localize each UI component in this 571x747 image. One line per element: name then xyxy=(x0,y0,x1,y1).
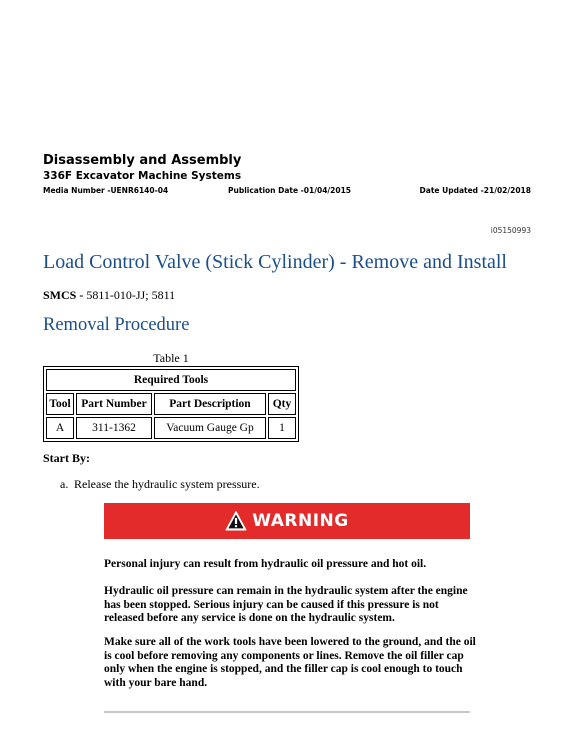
warning-paragraph: Make sure all of the work tools have been lowered to the ground, and the oil is cool before removing any components or lines. Remove the oil filler cap only when the engine is stopped, and the filler cap is cool enough to touch with your bare hand. xyxy=(104,636,476,689)
list-item xyxy=(60,477,260,492)
step-text: Release the hydraulic system pressure. xyxy=(74,477,260,491)
column-header: Part Number xyxy=(76,393,152,415)
required-tools-table xyxy=(43,366,299,442)
warning-paragraph: Personal injury can result from hydraulic oil pressure and hot oil. xyxy=(104,558,427,570)
table-cell: 1 xyxy=(268,417,296,439)
smcs-label: SMCS - xyxy=(43,288,84,302)
page-title: Load Control Valve (Stick Cylinder) - Remove and Install xyxy=(43,251,507,273)
list-marker: a. xyxy=(60,477,69,491)
table-caption: Table 1 xyxy=(153,351,189,365)
table-cell: Vacuum Gauge Gp xyxy=(154,417,266,439)
document-type-title: Disassembly and Assembly xyxy=(43,153,242,168)
warning-paragraph: Hydraulic oil pressure can remain in the hydraulic system after the engine has been stopped. Serious injury can be caused if this pressure is not released before any service is done on the hydraulic system. xyxy=(104,585,468,624)
table-row xyxy=(46,417,296,439)
date-updated: Date Updated -21/02/2018 xyxy=(419,186,531,195)
document-id: i05150993 xyxy=(490,226,531,235)
warning-banner xyxy=(104,503,470,539)
column-header: Qty xyxy=(268,393,296,415)
column-header: Tool xyxy=(46,393,74,415)
table-header-row xyxy=(46,393,296,415)
table-cell: 311-1362 xyxy=(76,417,152,439)
start-by-label: Start By: xyxy=(43,451,90,465)
warning-triangle-icon xyxy=(225,510,247,532)
machine-systems-subtitle: 336F Excavator Machine Systems xyxy=(43,170,242,182)
smcs-line xyxy=(43,288,175,303)
smcs-codes: 5811-010-JJ; 5811 xyxy=(86,288,176,302)
media-number: Media Number -UENR6140-04 xyxy=(43,186,169,195)
publication-date: Publication Date -01/04/2015 xyxy=(228,186,352,195)
divider xyxy=(104,711,470,713)
section-title: Removal Procedure xyxy=(43,315,190,335)
column-header: Part Description xyxy=(154,393,266,415)
table-heading: Required Tools xyxy=(46,369,296,391)
warning-label: WARNING xyxy=(252,511,349,531)
table-cell: A xyxy=(46,417,74,439)
